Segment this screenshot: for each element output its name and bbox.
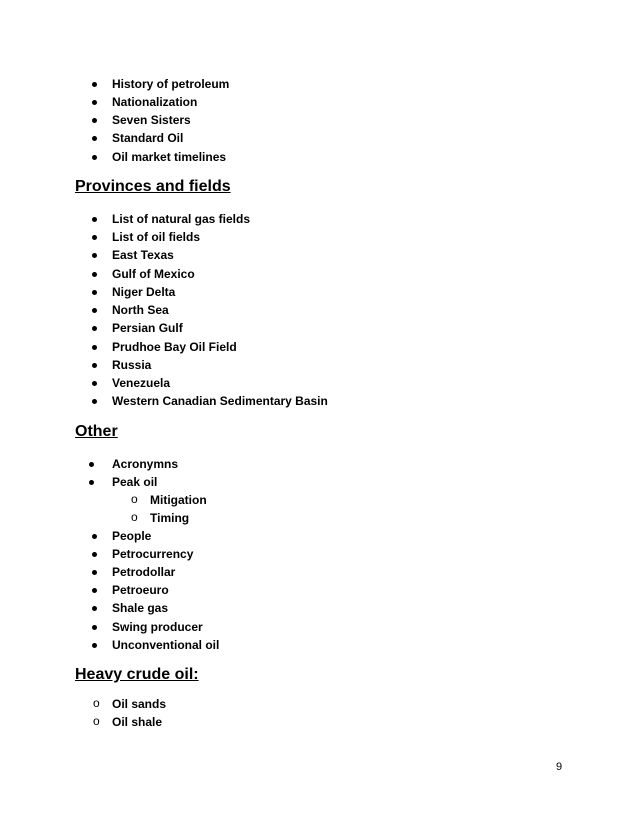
- list-item: List of natural gas fields: [112, 212, 251, 226]
- heading-heavy-crude-oil: Heavy crude oil:: [75, 666, 199, 683]
- bullet-icon: [92, 272, 97, 277]
- list-item: History of petroleum: [112, 77, 230, 91]
- bullet-icon: [92, 399, 97, 404]
- list-item: Oil market timelines: [112, 150, 227, 164]
- list-item: List of oil fields: [112, 230, 201, 244]
- page-number: 9: [556, 761, 563, 773]
- list-item: Western Canadian Sedimentary Basin: [112, 394, 328, 408]
- bullet-icon: [92, 534, 97, 539]
- bullet-icon: [92, 290, 97, 295]
- bullet-icon: [92, 625, 97, 630]
- list-item: Shale gas: [112, 601, 169, 615]
- heading-provinces-and-fields: Provinces and fields: [75, 178, 231, 195]
- heading-other: Other: [75, 423, 118, 440]
- list-item: Gulf of Mexico: [112, 267, 195, 281]
- list-item: Petrodollar: [112, 565, 176, 579]
- bullet-icon: [92, 253, 97, 258]
- bullet-icon: [92, 345, 97, 350]
- list-item: Prudhoe Bay Oil Field: [112, 340, 237, 354]
- bullet-icon: [92, 326, 97, 331]
- bullet-icon: [92, 588, 97, 593]
- list-item: Nationalization: [112, 95, 198, 109]
- list-item: Oil shale: [112, 715, 163, 729]
- sub-bullet-icon: o: [131, 492, 138, 506]
- list-item: Petrocurrency: [112, 547, 194, 561]
- bullet-icon: [92, 235, 97, 240]
- list-item: People: [112, 529, 152, 543]
- bullet-icon: [92, 552, 97, 557]
- bullet-icon: [92, 136, 97, 141]
- bullet-icon: [92, 381, 97, 386]
- sub-bullet-icon: o: [93, 696, 100, 710]
- list-item: North Sea: [112, 303, 169, 317]
- bullet-icon: [92, 570, 97, 575]
- list-item: Venezuela: [112, 376, 171, 390]
- list-item: East Texas: [112, 248, 174, 262]
- sub-list-item: Mitigation: [150, 493, 207, 507]
- list-item: Unconventional oil: [112, 638, 220, 652]
- bullet-icon: [92, 100, 97, 105]
- bullet-icon: [92, 643, 97, 648]
- sub-bullet-icon: o: [131, 510, 138, 524]
- list-item: Petroeuro: [112, 583, 169, 597]
- bullet-icon: [92, 308, 97, 313]
- list-item: Oil sands: [112, 697, 167, 711]
- bullet-icon: [92, 363, 97, 368]
- list-item: Seven Sisters: [112, 113, 191, 127]
- bullet-icon: [89, 462, 94, 467]
- bullet-icon: [89, 480, 94, 485]
- list-item: Acronymns: [112, 457, 179, 471]
- list-item: Peak oil: [112, 475, 158, 489]
- bullet-icon: [92, 606, 97, 611]
- list-item: Persian Gulf: [112, 321, 183, 335]
- list-item: Swing producer: [112, 620, 203, 634]
- list-item: Standard Oil: [112, 131, 184, 145]
- sub-list-item: Timing: [150, 511, 190, 525]
- bullet-icon: [92, 155, 97, 160]
- bullet-icon: [92, 118, 97, 123]
- list-item: Niger Delta: [112, 285, 176, 299]
- list-item: Russia: [112, 358, 152, 372]
- sub-bullet-icon: o: [93, 714, 100, 728]
- bullet-icon: [92, 217, 97, 222]
- bullet-icon: [92, 82, 97, 87]
